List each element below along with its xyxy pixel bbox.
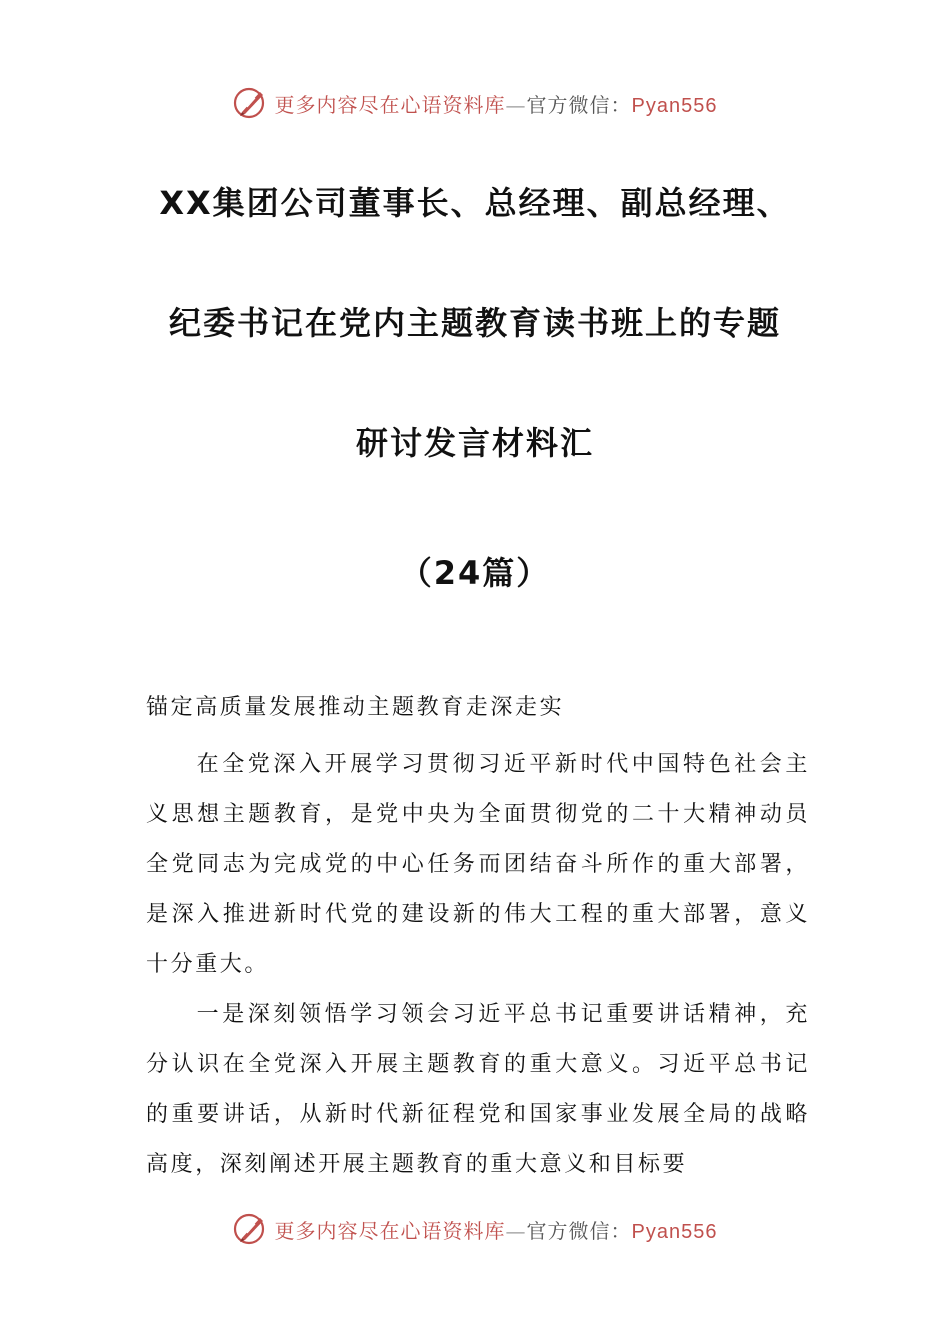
watermark-text — [275, 1215, 718, 1244]
quill-pen-logo-icon — [233, 1211, 269, 1247]
body-paragraph-2: 一是深刻领悟学习领会习近平总书记重要讲话精神，充分认识在全党深入开展主题教育的重大意义。习近平总书记的重要讲话，从新时代新征程党和国家事业发展全局的战略高度，深刻阐述开展主题教育的重大意义和目标要 — [146, 1002, 810, 1177]
watermark-wechat-id: Pyan556 — [631, 94, 718, 117]
quill-pen-logo-icon — [233, 85, 269, 121]
document-title-line-2: 纪委书记在党内主题教育读书班上的专题 — [168, 304, 781, 342]
watermark-main-text: 更多内容尽在心语资料库 — [274, 1218, 506, 1243]
body-paragraph-1: 在全党深入开展学习贯彻习近平新时代中国特色社会主义思想主题教育，是党中央为全面贯彻党的二十大精神动员全党同志为完成党的中心任务而团结奋斗所作的重大部署，是深入推进新时代党的建设新的伟大工程的重大部署，意义十分重大。 — [146, 752, 810, 977]
watermark-text — [275, 89, 718, 118]
footer-watermark — [0, 1209, 950, 1249]
watermark-wechat-id: Pyan556 — [631, 1220, 718, 1243]
watermark-dash: — — [505, 92, 527, 117]
section-heading: 锚定高质量发展推动主题教育走深走实 — [146, 695, 565, 720]
document-title-line-1: XX集团公司董事长、总经理、副总经理、 — [159, 184, 791, 222]
document-title-line-3: 研讨发言材料汇 — [355, 424, 594, 462]
watermark-wechat-label: 官方微信： — [526, 1218, 632, 1243]
watermark-dash: — — [505, 1218, 527, 1243]
watermark-wechat-label: 官方微信： — [526, 92, 632, 117]
watermark-main-text: 更多内容尽在心语资料库 — [274, 92, 506, 117]
document-title-count: （24篇） — [399, 554, 551, 592]
header-watermark — [0, 83, 950, 123]
